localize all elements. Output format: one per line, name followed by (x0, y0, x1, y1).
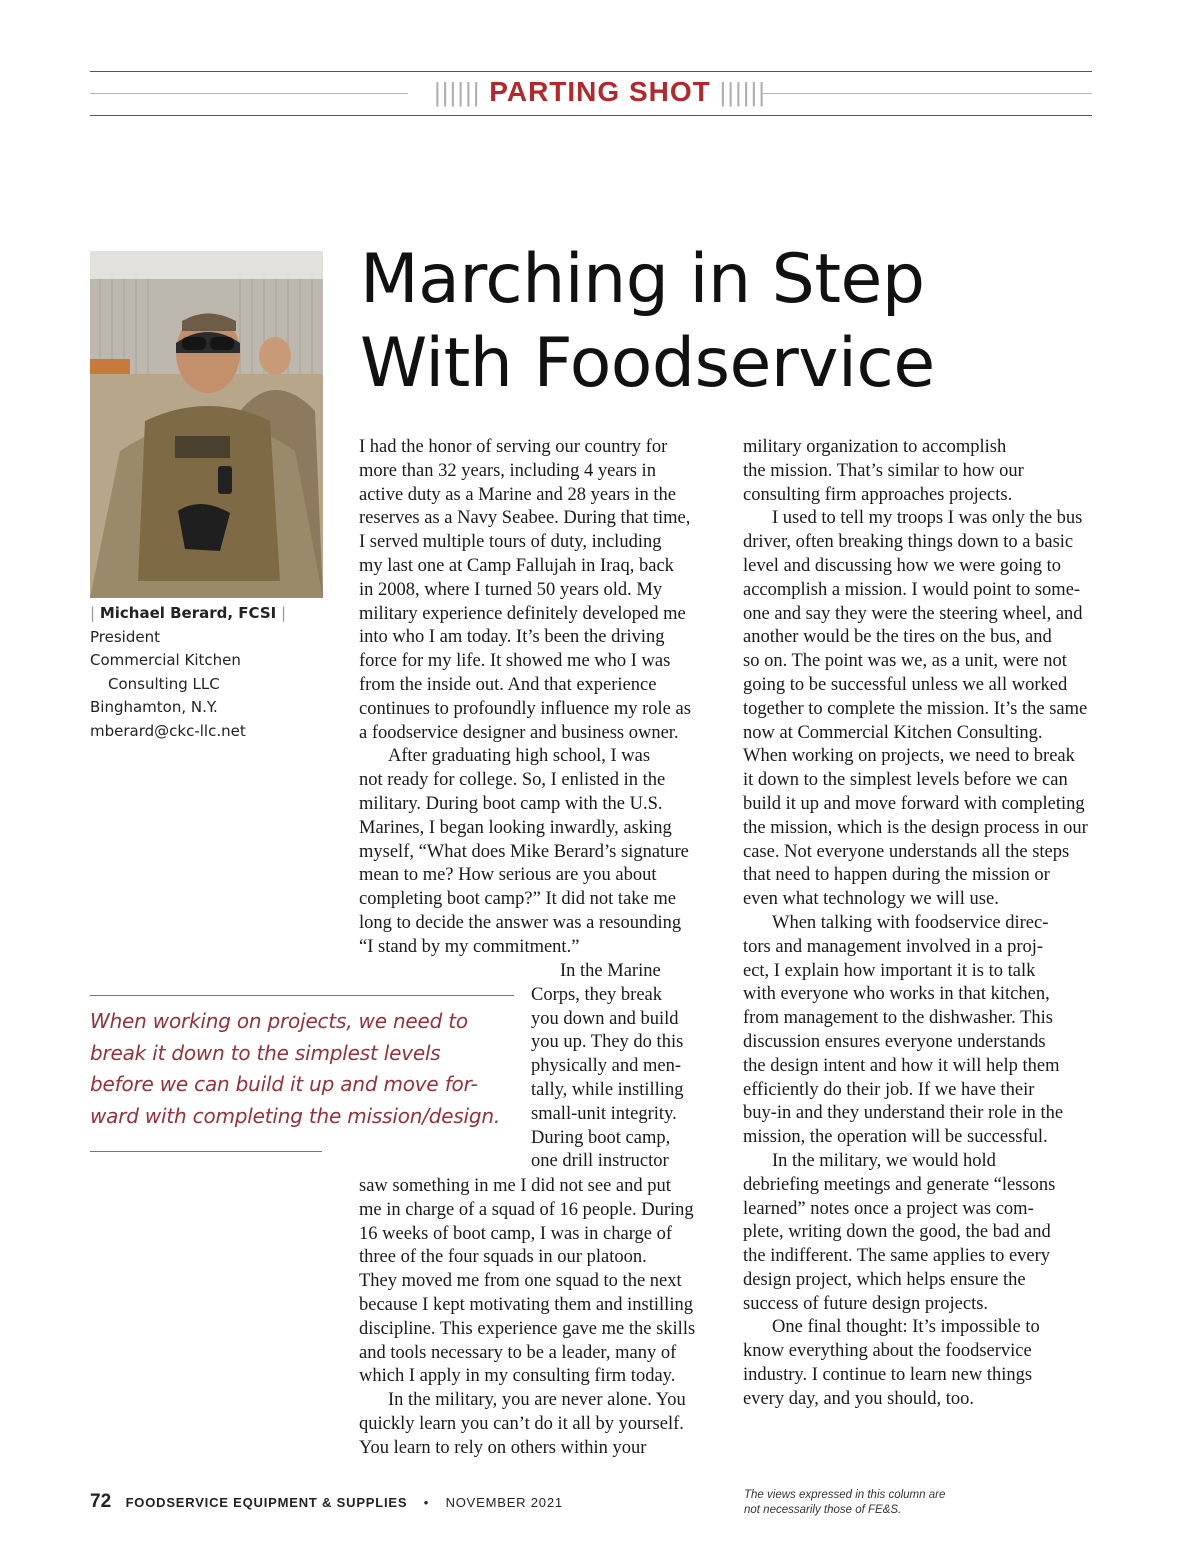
pull-quote (90, 1006, 515, 1132)
article-title (360, 238, 1120, 406)
title-line-1: Marching in Step (360, 240, 925, 319)
section-title: PARTING SHOT (489, 76, 711, 107)
text-line: break it down to the simplest levels (90, 1040, 441, 1065)
text-line: tally, while instilling (531, 1079, 684, 1100)
header-top-rule (90, 71, 1092, 72)
text-line: that need to happen during the mission or (743, 865, 1050, 886)
footer-separator: • (423, 1495, 430, 1510)
text-line: going to be successful unless we all worked (743, 674, 1068, 695)
text-line: In the military, we would hold (772, 1150, 996, 1171)
text-line: learned” notes once a project was com- (743, 1198, 1034, 1219)
paragraph (359, 436, 719, 745)
text-line: every day, and you should, too. (743, 1388, 975, 1409)
text-line: 16 weeks of boot camp, I was in charge of (359, 1223, 673, 1244)
header-bottom-rule (90, 115, 1092, 116)
text-line: active duty as a Marine and 28 years in the (359, 484, 676, 505)
text-line: buy-in and they understand their role in the (743, 1103, 1064, 1124)
text-line: another would be the tires on the bus, and (743, 627, 1052, 648)
text-line: myself, “What does Mike Berard’s signature (359, 841, 689, 862)
text-line: level and discussing how we were going to (743, 555, 1062, 576)
text-line: mean to me? How serious are you about (359, 865, 657, 886)
section-label (0, 76, 1200, 108)
text-line: in 2008, where I turned 50 years old. My (359, 579, 663, 600)
body-column-1-narrow (531, 960, 721, 1174)
author-name: Michael Berard, FCSI (99, 604, 277, 622)
text-line: plete, writing down the good, the bad and (743, 1222, 1051, 1243)
text-line: driver, often breaking things down to a basic (743, 532, 1074, 553)
text-line: know everything about the foodservice (743, 1341, 1032, 1362)
text-line: together to complete the mission. It’s the same (743, 698, 1088, 719)
paragraph (743, 507, 1103, 912)
text-line: now at Commercial Kitchen Consulting. (743, 722, 1043, 743)
body-column-1 (359, 436, 719, 960)
paragraph (359, 1389, 719, 1460)
text-line: small-unit integrity. (531, 1103, 677, 1124)
text-line: When talking with foodservice direc- (772, 912, 1049, 933)
text-line: You learn to rely on others within your (359, 1437, 647, 1458)
text-line: which I apply in my consulting firm today. (359, 1366, 676, 1387)
author-role: President (90, 627, 160, 646)
text-line: so on. The point was we, as a unit, were not (743, 651, 1067, 672)
paragraph (531, 960, 721, 1174)
text-line: the mission, which is the design process in our (743, 817, 1088, 838)
text-line: discipline. This experience gave me the skills (359, 1318, 696, 1339)
text-line: it down to the simplest levels before we can (743, 770, 1068, 791)
paragraph (359, 745, 719, 959)
text-line: you down and build (531, 1008, 679, 1029)
text-line: and tools necessary to be a leader, many of (359, 1342, 677, 1363)
text-line: ect, I explain how important it is to talk (743, 960, 1036, 981)
text-line: continues to profoundly influence my role as (359, 698, 691, 719)
text-line: completing boot camp?” It did not take me (359, 889, 676, 910)
text-line: ward with completing the mission/design. (90, 1103, 501, 1128)
text-line: the design intent and how it will help them (743, 1055, 1060, 1076)
text-line: I had the honor of serving our country for (359, 437, 668, 457)
text-line: one drill instructor (531, 1151, 669, 1172)
text-line: build it up and move forward with completing (743, 793, 1085, 814)
author-company-line2: Consulting LLC (108, 674, 220, 693)
text-line: one and say they were the steering wheel, and (743, 603, 1083, 624)
author-company-line1: Commercial Kitchen (90, 651, 241, 669)
author-email[interactable]: mberard@ckc-llc.net (90, 721, 246, 740)
text-line: reserves as a Navy Seabee. During that time, (359, 508, 691, 529)
text-line: accomplish a mission. I would point to some- (743, 579, 1081, 600)
text-line: military organization to accomplish (743, 437, 1007, 457)
text-line: even what technology we will use. (743, 889, 999, 910)
paragraph (743, 1316, 1103, 1411)
text-line: They moved me from one squad to the next (359, 1271, 682, 1292)
paragraph (359, 1175, 719, 1389)
text-line: not ready for college. So, I enlisted in the (359, 770, 666, 791)
text-line: before we can build it up and move for- (90, 1072, 478, 1096)
tick-marks-right: |||||| (719, 77, 767, 107)
text-line: During boot camp, (531, 1127, 671, 1148)
body-column-1-lower (359, 1175, 719, 1461)
paragraph (743, 912, 1103, 1150)
paragraph (743, 436, 1103, 507)
text-line: force for my life. It showed me who I was (359, 651, 671, 672)
pull-quote-top-rule (90, 995, 514, 996)
page-footer (90, 1491, 563, 1513)
text-line: mission, the operation will be successful. (743, 1127, 1048, 1148)
issue-date: NOVEMBER 2021 (445, 1495, 563, 1510)
tick-marks-left: |||||| (433, 77, 481, 107)
text-line: long to decide the answer was a resounding (359, 912, 682, 933)
text-line: consulting firm approaches projects. (743, 484, 1013, 505)
text-line: saw something in me I did not see and put (359, 1176, 671, 1196)
author-bio: | Michael Berard, FCSI | President Commercial Kitchen Consulting LLC Binghamton, N.Y. mberard@ckc-llc.net (90, 602, 330, 743)
text-line: efficiently do their job. If we have their (743, 1079, 1035, 1100)
body-column-2 (743, 436, 1103, 1412)
text-line: because I kept motivating them and instilling (359, 1294, 693, 1315)
text-line: When working on projects, we need to break (743, 746, 1075, 767)
pull-quote-bottom-rule (90, 1151, 322, 1152)
text-line: Marines, I began looking inwardly, asking (359, 817, 672, 838)
text-line: three of the four squads in our platoon. (359, 1247, 647, 1268)
text-line: more than 32 years, including 4 years in (359, 460, 656, 481)
text-line: military experience definitely developed me (359, 603, 686, 624)
text-line: One final thought: It’s impossible to (772, 1317, 1040, 1338)
disclaimer-line-1: The views expressed in this column are (744, 1489, 946, 1501)
text-line: physically and men- (531, 1056, 682, 1077)
text-line: “I stand by my commitment.” (359, 936, 580, 957)
disclaimer-line-2: not necessarily those of FE&S. (744, 1504, 902, 1516)
text-line: the indifferent. The same applies to every (743, 1246, 1051, 1267)
text-line: I used to tell my troops I was only the bus (772, 508, 1083, 529)
text-line: design project, which helps ensure the (743, 1269, 1026, 1290)
text-line: discussion ensures everyone understands (743, 1031, 1046, 1052)
disclaimer (744, 1488, 1004, 1518)
publication-name: FOODSERVICE EQUIPMENT & SUPPLIES (125, 1495, 408, 1510)
text-line: from management to the dishwasher. This (743, 1008, 1053, 1029)
paragraph (743, 1150, 1103, 1317)
text-line: the mission. That’s similar to how our (743, 460, 1024, 481)
text-line: quickly learn you can’t do it all by yourself. (359, 1413, 684, 1434)
page-number: 72 (90, 1491, 112, 1512)
text-line: me in charge of a squad of 16 people. During (359, 1199, 694, 1220)
text-line: my last one at Camp Fallujah in Iraq, back (359, 555, 674, 576)
text-line: In the Marine (560, 961, 661, 981)
text-line: success of future design projects. (743, 1293, 989, 1314)
title-line-2: With Foodservice (360, 324, 935, 403)
author-location: Binghamton, N.Y. (90, 698, 218, 716)
text-line: industry. I continue to learn new things (743, 1365, 1033, 1386)
text-line: When working on projects, we need to (90, 1009, 468, 1033)
text-line: case. Not everyone understands all the steps (743, 841, 1070, 862)
text-line: you up. They do this (531, 1032, 684, 1053)
portrait-photo-icon (90, 251, 323, 598)
text-line: with everyone who works in that kitchen, (743, 984, 1050, 1005)
text-line: into who I am today. It’s been the driving (359, 627, 665, 648)
text-line: I served multiple tours of duty, including (359, 532, 662, 553)
text-line: debriefing meetings and generate “lessons (743, 1174, 1056, 1195)
text-line: a foodservice designer and business owner. (359, 722, 679, 743)
author-photo (90, 251, 323, 598)
text-line: from the inside out. And that experience (359, 674, 657, 695)
text-line: military. During boot camp with the U.S. (359, 793, 663, 814)
text-line: tors and management involved in a proj- (743, 936, 1044, 957)
text-line: In the military, you are never alone. You (388, 1390, 686, 1411)
text-line: Corps, they break (531, 984, 663, 1005)
text-line: After graduating high school, I was (388, 746, 651, 767)
